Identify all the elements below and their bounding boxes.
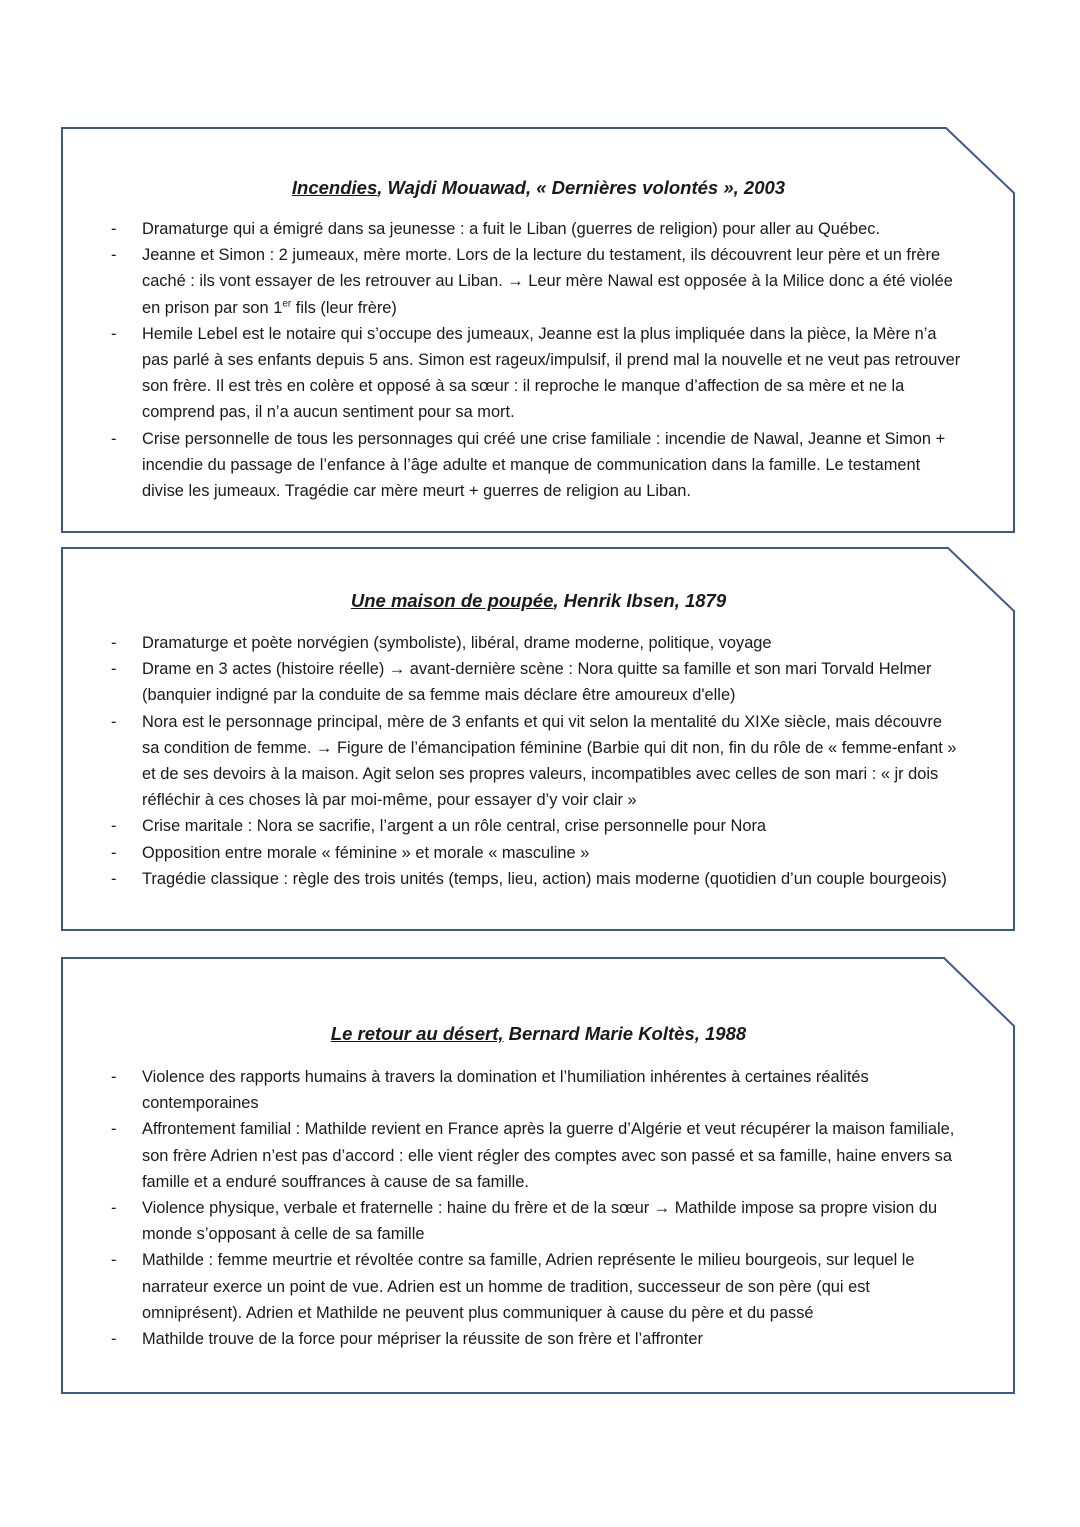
list-item: - Violence physique, verbale et fraternelle : haine du frère et de la sœur → Mathilde impose sa propre vision du monde s’opposant à celle de sa famille [61,1195,961,1247]
work-title: Incendies [291,177,378,198]
bullet-dash: - [111,429,117,448]
list-item: - Mathilde trouve de la force pour mépriser la réussite de son frère et l’affronter [61,1326,961,1352]
list-item: - Hemile Lebel est le notaire qui s’occupe des jumeaux, Jeanne est la plus impliquée dans la pièce, la Mère n’a pas parlé à ses enfants depuis 5 ans. Simon est rageux/impulsif, il prend mal la nouvelle et ne veut pas retrouver son frère. Il est très en colère et opposé à sa sœur : il reproche le manque d’affection de sa mère et ne la comprend pas, il n’a aucun sentiment pour sa mort. [61,321,961,426]
bullet-dash: - [111,869,117,888]
bullet-dash: - [111,634,117,652]
list-item: - Affrontement familial : Mathilde revient en France après la guerre d’Algérie et veut récupérer la maison familiale, son frère Adrien n’est pas d’accord : elle vient régler des comptes avec son passé et sa famille, haine envers sa famille et a enduré souffrances à cause de sa famille. [61,1116,961,1195]
work-details: , Henrik Ibsen, 1879 [553,590,727,611]
card-title [61,590,1016,612]
list-item: - Violence des rapports humains à travers la domination et l’humiliation inhérentes à certaines réalités contemporaines [61,1064,961,1116]
list-item: - Mathilde : femme meurtrie et révoltée contre sa famille, Adrien représente le milieu bourgeois, sur lequel le narrateur exerce un point de vue. Adrien est un homme de tradition, successeur de son père (qui est omniprésent). Adrien et Mathilde ne peuvent plus communiquer à cause du père et du passé [61,1247,961,1326]
list-item: - Crise maritale : Nora se sacrifie, l’argent a un rôle central, crise personnelle pour Nora [61,813,961,839]
bullet-dash: - [111,1199,117,1218]
list-item: - Dramaturge qui a émigré dans sa jeunesse : a fuit le Liban (guerres de religion) pour aller au Québec. [61,216,961,242]
list-item [61,242,961,321]
list-item: - Drame en 3 actes (histoire réelle) → avant-dernière scène : Nora quitte sa famille et son mari Torvald Helmer (banquier indigné par la conduite de sa femme mais déclare être amoureux d'elle) [61,656,961,708]
bullet-dash: - [111,1330,117,1349]
bullet-dash: - [111,817,117,836]
card-title [61,1023,1016,1045]
bullet-text-with-superscript: Jeanne et Simon : 2 jumeaux, mère morte. Lors de la lecture du testament, ils découvrent leur père et un frère caché : ils vont essayer de les retrouver au Liban. → Leur mère Nawal est opposée à la Milice donc a été violée en prison par son 1er fils (leur frère) [142,246,953,317]
bullet-dash: - [111,1120,117,1139]
bullet-dash: - [111,1251,117,1270]
bullet-dash: - [111,843,117,862]
work-title: Une maison de poupée [350,590,554,611]
list-item: - Nora est le personnage principal, mère de 3 enfants et qui vit selon la mentalité du XIXe siècle, mais découvre sa condition de femme. → Figure de l’émancipation féminine (Barbie qui dit non, fin du rôle de « femme-enfant » et de ses devoirs à la maison. Agit selon ses propres valeurs, incompatibles avec celles de son mari : « jr dois réfléchir à ces choses là par moi-même, pour essayer d’y voir clair » [61,709,961,814]
bullet-dash: - [111,324,117,343]
bullet-dash: - [111,1068,117,1086]
bullet-list [61,216,961,504]
bullet-list [61,630,961,892]
bullet-dash: - [111,246,117,265]
list-item: - Tragédie classique : règle des trois unités (temps, lieu, action) mais moderne (quotidien d’un couple bourgeois) [61,866,961,892]
list-item: - Dramaturge et poète norvégien (symboliste), libéral, drame moderne, politique, voyage [61,630,961,656]
work-details: , Wajdi Mouawad, « Dernières volontés », 2003 [377,177,786,198]
note-card-incendies [61,127,1016,533]
work-title: Le retour au désert, [330,1023,504,1044]
bullet-dash: - [111,660,117,679]
note-card-retour-au-desert [61,957,1016,1394]
list-item: - Opposition entre morale « féminine » et morale « masculine » [61,840,961,866]
work-details: Bernard Marie Koltès, 1988 [503,1023,747,1044]
card-title [61,177,1016,199]
note-card-maison-de-poupee [61,547,1016,931]
bullet-list [61,1064,961,1352]
bullet-dash: - [111,712,117,731]
list-item: - Crise personnelle de tous les personnages qui créé une crise familiale : incendie de Nawal, Jeanne et Simon + incendie du passage de l’enfance à l’âge adulte et manque de communication dans la famille. Le testament divise les jumeaux. Tragédie car mère meurt + guerres de religion au Liban. [61,426,961,505]
bullet-dash: - [111,220,117,238]
